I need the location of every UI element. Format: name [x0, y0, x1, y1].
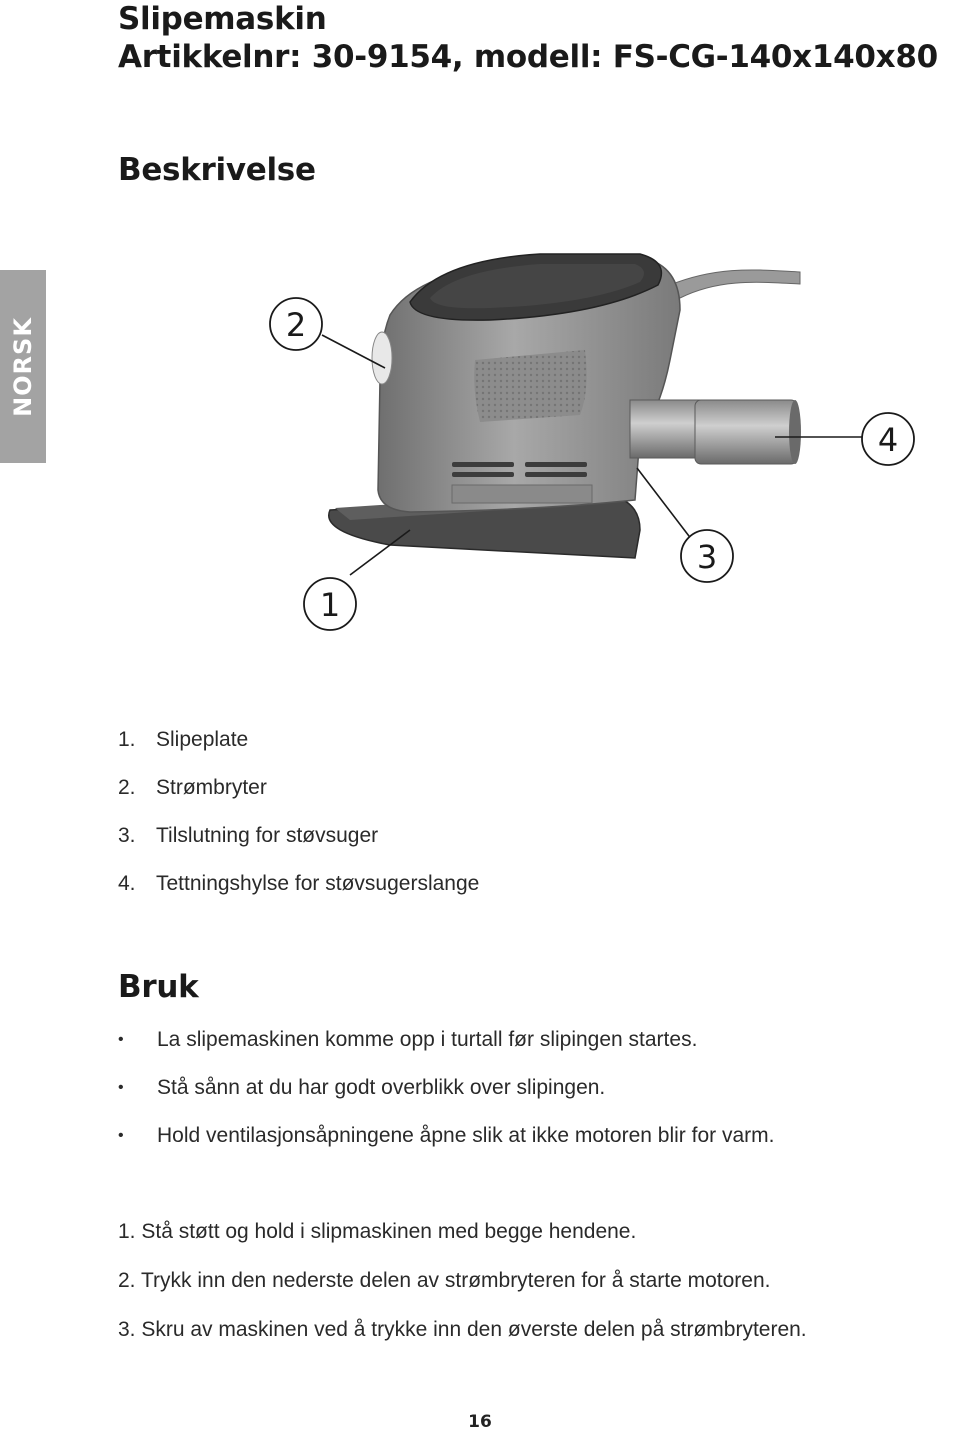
page-number: 16	[468, 1412, 492, 1432]
list-item: 2. Trykk inn den nederste delen av strømbryteren for å starte motoren.	[118, 1269, 771, 1292]
list-item: • La slipemaskinen komme opp i turtall før slipingen startes.	[118, 1028, 698, 1051]
list-item: 4. Tettningshylse for støvsugerslange	[118, 872, 480, 895]
usage-steps	[118, 1207, 807, 1354]
dust-port	[630, 400, 700, 458]
description-heading: Beskrivelse	[118, 152, 316, 188]
title-line-2: Artikkelnr: 30-9154, modell: FS-CG-140x140x80	[118, 39, 938, 75]
language-tab-label: NORSK	[9, 316, 37, 417]
callout-4: 4	[877, 421, 899, 459]
list-item: 3. Skru av maskinen ved å trykke inn den øverste delen på strømbryteren.	[118, 1318, 807, 1341]
list-item: 2. Strømbryter	[118, 776, 267, 799]
usage-bullets	[118, 1016, 774, 1160]
list-item: 1. Slipeplate	[118, 728, 249, 751]
list-item: 3. Tilslutning for støvsuger	[118, 824, 379, 847]
power-cord	[670, 270, 800, 298]
callout-3: 3	[696, 538, 718, 576]
power-switch	[372, 332, 392, 384]
document-title	[118, 0, 938, 76]
list-item: • Hold ventilasjonsåpningene åpne slik at ikke motoren blir for varm.	[118, 1124, 775, 1147]
language-tab	[0, 270, 46, 463]
parts-list	[118, 716, 479, 908]
callout-2: 2	[285, 306, 307, 344]
title-line-1: Slipemaskin	[118, 1, 327, 37]
hose-sleeve	[695, 400, 797, 464]
usage-heading: Bruk	[118, 969, 199, 1005]
callout-1: 1	[319, 586, 341, 624]
sander-illustration	[240, 240, 940, 660]
list-item: • Stå sånn at du har godt overblikk over slipingen.	[118, 1076, 606, 1099]
list-item: 1. Stå støtt og hold i slipmaskinen med begge hendene.	[118, 1220, 637, 1243]
